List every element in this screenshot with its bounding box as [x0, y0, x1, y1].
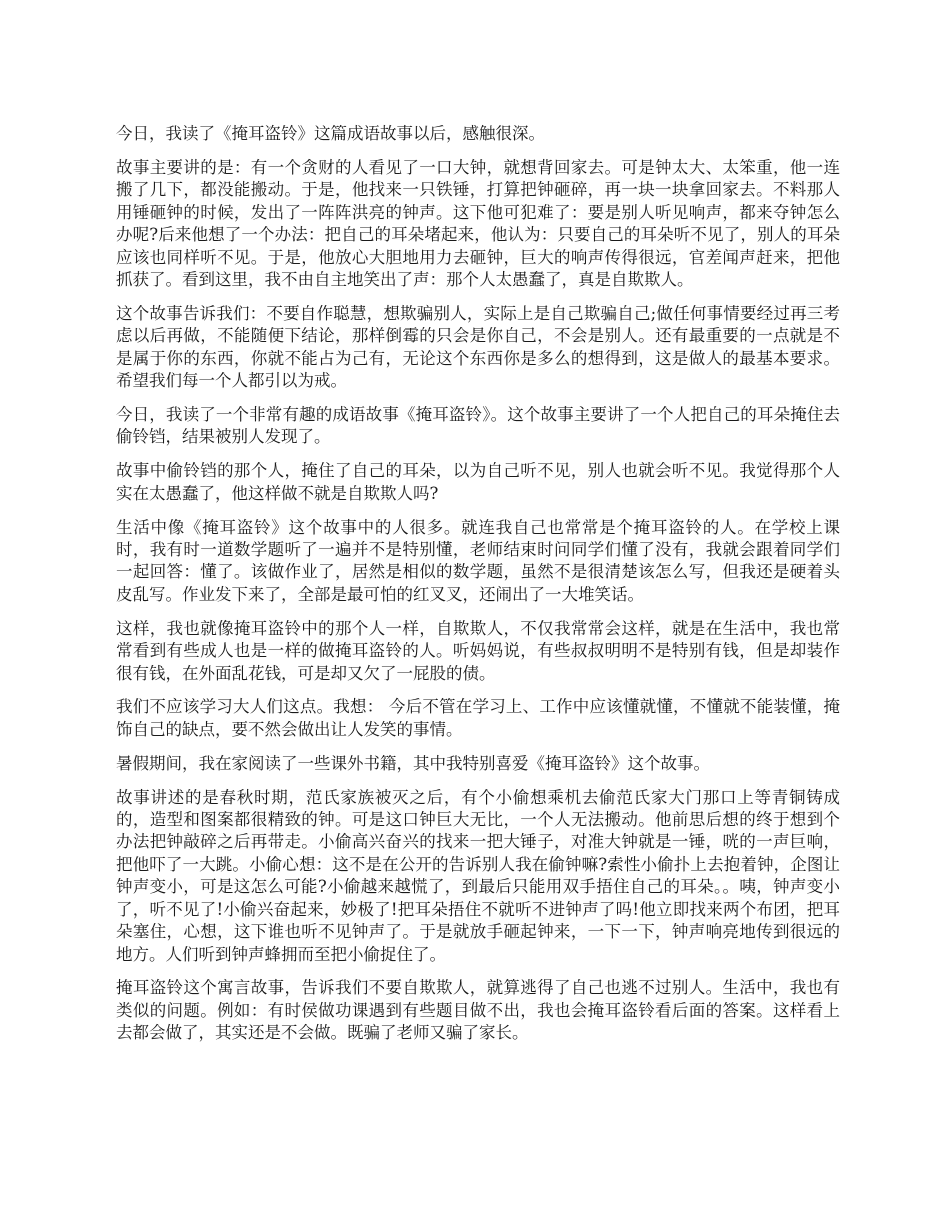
paragraph: 这个故事告诉我们：不要自作聪慧，想欺骗别人，实际上是自己欺骗自己;做任何事情要经过再三考虑以后再做，不能随便下结论，那样倒霉的只会是你自己，不会是别人。还有最重要的一点就是不是属于你的东西，你就不能占为己有，无论这个东西你是多么的想得到，这是做人的最基本要求。希望我们每一个人都引以为戒。: [116, 303, 840, 391]
paragraph: 生活中像《掩耳盗铃》这个故事中的人很多。就连我自己也常常是个掩耳盗铃的人。在学校上课时，我有时一道数学题听了一遍并不是特别懂，老师结束时问同学们懂了没有，我就会跟着同学们一起回答：懂了。该做作业了，居然是相似的数学题，虽然不是很清楚该怎么写，但我还是硬着头皮乱写。作业发下来了，全部是最可怕的红叉叉，还闹出了一大堆笑话。: [116, 517, 840, 604]
document-body: [116, 123, 840, 1056]
paragraph: 掩耳盗铃这个寓言故事，告诉我们不要自欺欺人，就算逃得了自己也逃不过别人。生活中，我也有类似的问题。例如：有时侯做功课遇到有些题目做不出，我也会掩耳盗铃看后面的答案。这样看上去都会做了，其实还是不会做。既骗了老师又骗了家长。: [116, 978, 840, 1043]
paragraph: 这样，我也就像掩耳盗铃中的那个人一样，自欺欺人，不仅我常常会这样，就是在生活中，我也常常看到有些成人也是一样的做掩耳盗铃的人。听妈妈说，有些叔叔明明不是特别有钱，但是却装作很有钱，在外面乱花钱，可是却又欠了一屁股的债。: [116, 618, 840, 683]
paragraph: 故事讲述的是春秋时期，范氏家族被灭之后，有个小偷想乘机去偷范氏家大门那口上等青铜铸成的，造型和图案都很精致的钟。可是这口钟巨大无比，一个人无法搬动。他前思后想的终于想到个办法把钟敲碎之后再带走。小偷高兴奋兴的找来一把大锤子，对准大钟就是一锤，咣的一声巨响，把他吓了一大跳。小偷心想：这不是在公开的告诉别人我在偷钟嘛?索性小偷扑上去抱着钟，企图让钟声变小，可是这怎么可能?小偷越来越慌了，到最后只能用双手捂住自己的耳朵。。咦，钟声变小了，听不见了!小偷兴奋起来，妙极了!把耳朵捂住不就听不进钟声了吗!他立即找来两个布团，把耳朵塞住，心想，这下谁也听不见钟声了。于是就放手砸起钟来，一下一下，钟声响亮地传到很远的地方。人们听到钟声蜂拥而至把小偷捉住了。: [116, 787, 840, 964]
paragraph: 我们不应该学习大人们这点。我想： 今后不管在学习上、工作中应该懂就懂，不懂就不能装懂，掩饰自己的缺点，要不然会做出让人发笑的事情。: [116, 697, 840, 739]
paragraph: 故事主要讲的是：有一个贪财的人看见了一口大钟，就想背回家去。可是钟太大、太笨重，他一连搬了几下，都没能搬动。于是，他找来一只铁锤，打算把钟砸碎，再一块一块拿回家去。不料那人用锤砸钟的时候，发出了一阵阵洪亮的钟声。这下他可犯难了：要是别人听见响声，都来夺钟怎么办呢?后来他想了一个办法：把自己的耳朵堵起来，他认为：只要自己的耳朵听不见了，别人的耳朵应该也同样听不见。于是，他放心大胆地用力去砸钟，巨大的响声传得很远，官差闻声赶来，把他抓获了。看到这里，我不由自主地笑出了声：那个人太愚蠢了，真是自欺欺人。: [116, 157, 840, 289]
paragraph: 故事中偷铃铛的那个人，掩住了自己的耳朵，以为自己听不见，别人也就会听不见。我觉得那个人实在太愚蠢了，他这样做不就是自欺欺人吗?: [116, 461, 840, 503]
paragraph: 今日，我读了一个非常有趣的成语故事《掩耳盗铃》。这个故事主要讲了一个人把自己的耳朵掩住去偷铃铛，结果被别人发现了。: [116, 404, 840, 447]
paragraph: 今日，我读了《掩耳盗铃》这篇成语故事以后，感触很深。: [116, 124, 545, 143]
paragraph: 暑假期间，我在家阅读了一些课外书籍，其中我特别喜爱《掩耳盗铃》这个故事。: [116, 753, 710, 773]
